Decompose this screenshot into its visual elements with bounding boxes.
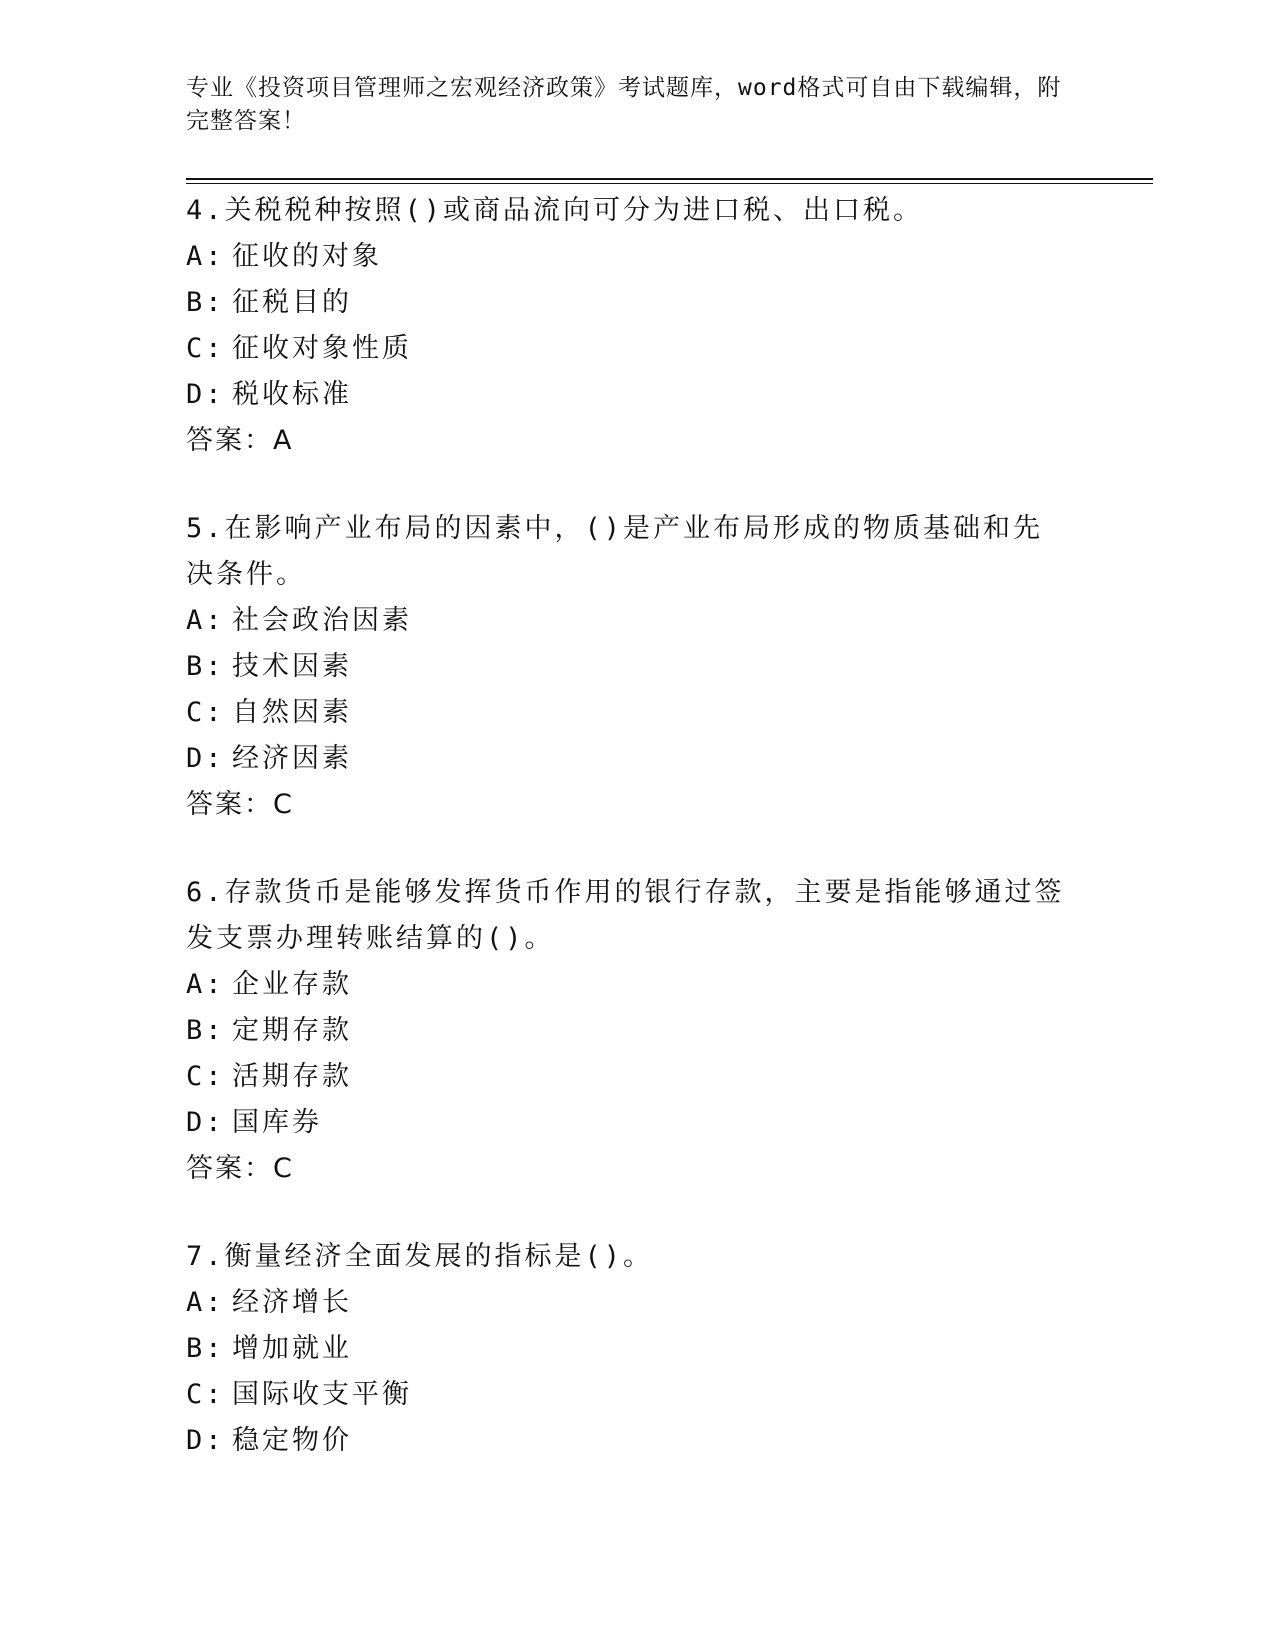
option-text: 征税目的 xyxy=(232,287,352,318)
option-letter: A: xyxy=(186,969,225,1000)
question-stem: 6.存款货币是能够发挥货币作用的银行存款，主要是指能够通过签发支票办理转账结算的()。 xyxy=(186,877,1065,954)
question-stem: 5.在影响产业布局的因素中，()是产业布局形成的物质基础和先决条件。 xyxy=(186,513,1044,590)
option-text: 技术因素 xyxy=(232,651,352,682)
option-text: 征收对象性质 xyxy=(232,333,412,364)
question-stem: 4.关税税种按照()或商品流向可分为进口税、出口税。 xyxy=(186,195,924,226)
option-b xyxy=(186,1008,1066,1054)
option-c xyxy=(186,690,1066,736)
option-text: 社会政治因素 xyxy=(232,605,412,636)
option-text: 国库券 xyxy=(232,1107,322,1138)
option-d xyxy=(186,1418,1066,1464)
option-b xyxy=(186,1326,1066,1372)
option-d xyxy=(186,736,1066,782)
option-letter: B: xyxy=(186,287,225,318)
option-letter: B: xyxy=(186,1015,225,1046)
option-letter: B: xyxy=(186,1333,225,1364)
option-text: 税收标准 xyxy=(232,379,352,410)
question-5 xyxy=(186,506,1066,828)
option-c xyxy=(186,1372,1066,1418)
question-answer: 答案：C xyxy=(186,1153,294,1184)
option-letter: A: xyxy=(186,241,225,272)
option-a xyxy=(186,962,1066,1008)
option-text: 增加就业 xyxy=(232,1333,352,1364)
option-letter: D: xyxy=(186,1107,225,1138)
option-a xyxy=(186,1280,1066,1326)
option-b xyxy=(186,644,1066,690)
option-letter: D: xyxy=(186,743,225,774)
option-text: 经济因素 xyxy=(232,743,352,774)
option-d xyxy=(186,1100,1066,1146)
question-4 xyxy=(186,188,1066,464)
question-6 xyxy=(186,870,1066,1192)
option-a xyxy=(186,234,1066,280)
option-c xyxy=(186,326,1066,372)
question-stem: 7.衡量经济全面发展的指标是()。 xyxy=(186,1241,654,1272)
option-text: 活期存款 xyxy=(232,1061,352,1092)
option-b xyxy=(186,280,1066,326)
option-letter: C: xyxy=(186,333,225,364)
option-letter: D: xyxy=(186,1425,225,1456)
option-text: 自然因素 xyxy=(232,697,352,728)
header-divider xyxy=(186,178,1153,184)
option-letter: C: xyxy=(186,1379,225,1410)
option-text: 经济增长 xyxy=(232,1287,352,1318)
option-letter: C: xyxy=(186,697,225,728)
option-text: 征收的对象 xyxy=(232,241,382,272)
option-text: 定期存款 xyxy=(232,1015,352,1046)
option-text: 企业存款 xyxy=(232,969,352,1000)
option-letter: A: xyxy=(186,605,225,636)
question-list xyxy=(186,188,1066,1506)
option-c xyxy=(186,1054,1066,1100)
option-a xyxy=(186,598,1066,644)
option-letter: A: xyxy=(186,1287,225,1318)
option-text: 国际收支平衡 xyxy=(232,1379,412,1410)
option-text: 稳定物价 xyxy=(232,1425,352,1456)
option-letter: C: xyxy=(186,1061,225,1092)
option-letter: B: xyxy=(186,651,225,682)
question-answer: 答案：A xyxy=(186,425,294,456)
option-d xyxy=(186,372,1066,418)
document-header: 专业《投资项目管理师之宏观经济政策》考试题库，word格式可自由下载编辑，附完整答案！ xyxy=(186,75,1062,134)
option-letter: D: xyxy=(186,379,225,410)
question-answer: 答案：C xyxy=(186,789,294,820)
question-7 xyxy=(186,1234,1066,1464)
